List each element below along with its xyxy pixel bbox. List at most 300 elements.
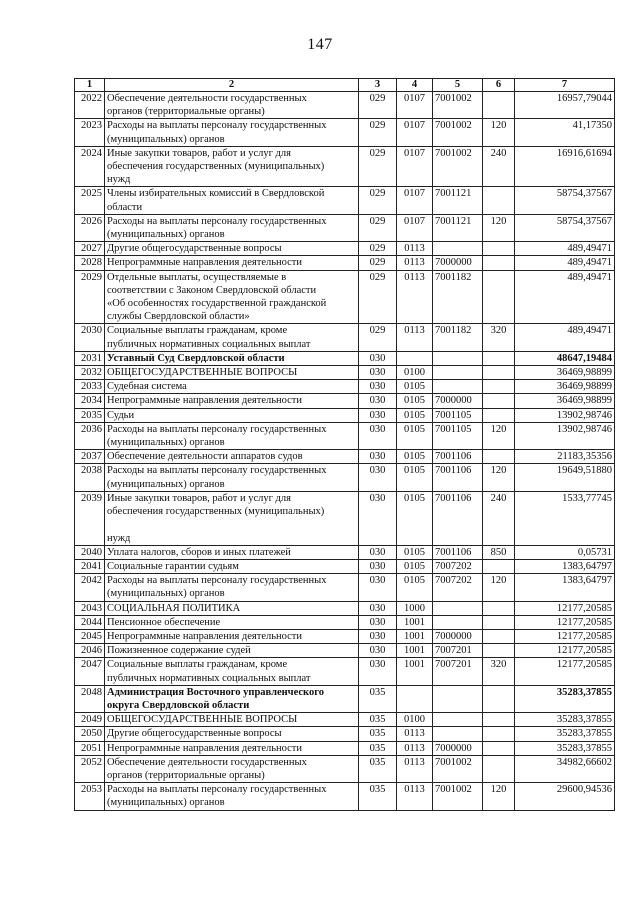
row-name (105, 755, 359, 782)
row-name-line: Непрограммные направления деятельности (107, 742, 303, 754)
row-number: 2051 (75, 741, 105, 755)
row-number: 2036 (75, 422, 105, 449)
row-target-code (433, 601, 483, 615)
row-expense-type (483, 713, 515, 727)
row-name-line: обеспечения государственных (муниципальных) (107, 161, 325, 173)
row-name-line: Администрация Восточного управленческого (107, 686, 324, 698)
row-target-code: 7001121 (433, 214, 483, 241)
row-admin-code: 035 (359, 755, 397, 782)
row-section-code: 0107 (397, 187, 433, 214)
row-name-line: Социальные выплаты гражданам, кроме (107, 659, 288, 671)
table-row (75, 146, 615, 187)
table-row (75, 256, 615, 270)
row-target-code: 7001106 (433, 545, 483, 559)
row-section-code: 1001 (397, 615, 433, 629)
row-name-line: Расходы на выплаты персоналу государственных (107, 423, 327, 435)
row-section-code: 0105 (397, 545, 433, 559)
row-amount: 489,49471 (515, 270, 615, 324)
row-admin-code: 035 (359, 727, 397, 741)
row-target-code: 7007202 (433, 559, 483, 573)
row-name-line: Иные закупки товаров, работ и услуг для (107, 492, 291, 504)
table-row (75, 629, 615, 643)
row-section-code: 0113 (397, 755, 433, 782)
row-expense-type (483, 270, 515, 324)
row-section-code: 0107 (397, 119, 433, 146)
table-row (75, 574, 615, 601)
row-amount: 12177,20585 (515, 615, 615, 629)
row-number: 2039 (75, 491, 105, 545)
row-expense-type (483, 351, 515, 365)
row-admin-code: 029 (359, 119, 397, 146)
table-row (75, 394, 615, 408)
row-section-code: 1001 (397, 629, 433, 643)
row-section-code: 0107 (397, 92, 433, 119)
row-amount: 35283,37855 (515, 685, 615, 712)
row-expense-type (483, 615, 515, 629)
row-admin-code: 029 (359, 92, 397, 119)
row-amount: 12177,20585 (515, 601, 615, 615)
row-section-code: 0113 (397, 256, 433, 270)
row-number: 2040 (75, 545, 105, 559)
row-name (105, 242, 359, 256)
row-expense-type (483, 685, 515, 712)
row-target-code: 7001002 (433, 783, 483, 810)
table-row (75, 713, 615, 727)
row-target-code (433, 366, 483, 380)
table-body (75, 92, 615, 811)
row-amount: 12177,20585 (515, 644, 615, 658)
row-section-code (397, 351, 433, 365)
row-target-code (433, 380, 483, 394)
row-expense-type (483, 256, 515, 270)
row-expense-type: 320 (483, 324, 515, 351)
header-row (75, 79, 615, 92)
row-target-code: 7001002 (433, 146, 483, 187)
row-name-line: (муниципальных) органов (107, 437, 225, 449)
row-section-code: 0105 (397, 574, 433, 601)
row-expense-type: 120 (483, 574, 515, 601)
row-number: 2045 (75, 629, 105, 643)
row-target-code (433, 685, 483, 712)
row-section-code: 0105 (397, 464, 433, 491)
row-name-line: Социальные выплаты гражданам, кроме (107, 325, 288, 337)
row-name (105, 629, 359, 643)
table-row (75, 351, 615, 365)
row-expense-type (483, 601, 515, 615)
row-admin-code: 029 (359, 324, 397, 351)
row-name-line: публичных нормативных социальных выплат (107, 672, 311, 684)
table-row (75, 408, 615, 422)
row-target-code: 7007202 (433, 574, 483, 601)
row-admin-code: 030 (359, 464, 397, 491)
row-name-line: Другие общегосударственные вопросы (107, 728, 282, 740)
row-target-code (433, 615, 483, 629)
row-name (105, 422, 359, 449)
row-admin-code: 029 (359, 256, 397, 270)
row-number: 2038 (75, 464, 105, 491)
row-admin-code: 030 (359, 394, 397, 408)
row-name-line: округа Свердловской области (107, 699, 250, 711)
row-amount: 12177,20585 (515, 658, 615, 685)
row-name-line: Судьи (107, 409, 135, 421)
row-section-code (397, 685, 433, 712)
row-name (105, 727, 359, 741)
row-name-line: Иные закупки товаров, работ и услуг для (107, 147, 291, 159)
row-admin-code: 030 (359, 574, 397, 601)
row-name (105, 644, 359, 658)
row-number: 2026 (75, 214, 105, 241)
row-name-line: Обеспечение деятельности государственных (107, 756, 307, 768)
row-name-line: области (107, 201, 143, 213)
row-name-line: Расходы на выплаты персоналу государственных (107, 784, 327, 796)
table-row (75, 366, 615, 380)
row-target-code (433, 351, 483, 365)
row-expense-type (483, 242, 515, 256)
row-admin-code: 029 (359, 270, 397, 324)
row-name (105, 559, 359, 573)
row-name-line: обеспечения государственных (муниципальных) (107, 506, 325, 518)
row-number: 2047 (75, 658, 105, 685)
table-row (75, 92, 615, 119)
row-admin-code: 030 (359, 545, 397, 559)
table-row (75, 270, 615, 324)
row-name (105, 783, 359, 810)
row-number: 2037 (75, 450, 105, 464)
row-expense-type (483, 408, 515, 422)
row-expense-type (483, 450, 515, 464)
row-name-line: Расходы на выплаты персоналу государственных (107, 575, 327, 587)
table-row (75, 464, 615, 491)
row-target-code: 7001002 (433, 755, 483, 782)
header-col-5: 5 (433, 79, 483, 92)
page-number: 147 (307, 36, 333, 53)
row-name-line: нужд (107, 174, 131, 186)
row-number: 2023 (75, 119, 105, 146)
table-row (75, 545, 615, 559)
table-row (75, 685, 615, 712)
row-name-line: Социальные гарантии судьям (107, 560, 239, 572)
row-section-code: 1000 (397, 601, 433, 615)
row-expense-type: 120 (483, 422, 515, 449)
table-row (75, 658, 615, 685)
row-number: 2044 (75, 615, 105, 629)
row-expense-type (483, 644, 515, 658)
row-name-line: Непрограммные направления деятельности (107, 257, 303, 269)
row-amount: 35283,37855 (515, 713, 615, 727)
row-amount: 58754,37567 (515, 214, 615, 241)
table-row (75, 559, 615, 573)
row-number: 2024 (75, 146, 105, 187)
row-section-code: 0105 (397, 394, 433, 408)
row-number: 2046 (75, 644, 105, 658)
row-name-line: публичных нормативных социальных выплат (107, 338, 311, 350)
table-row (75, 187, 615, 214)
row-amount: 16916,61694 (515, 146, 615, 187)
row-name (105, 214, 359, 241)
row-name (105, 92, 359, 119)
row-target-code (433, 727, 483, 741)
row-number: 2053 (75, 783, 105, 810)
row-name-line: Другие общегосударственные вопросы (107, 243, 282, 255)
row-expense-type (483, 755, 515, 782)
row-amount: 16957,79044 (515, 92, 615, 119)
row-section-code: 0113 (397, 270, 433, 324)
row-amount: 36469,98899 (515, 366, 615, 380)
row-name-line: Непрограммные направления деятельности (107, 395, 303, 407)
row-number: 2033 (75, 380, 105, 394)
row-amount: 35283,37855 (515, 727, 615, 741)
row-section-code: 0113 (397, 783, 433, 810)
row-name-line: Обеспечение деятельности государственных (107, 93, 307, 104)
row-target-code: 7007201 (433, 658, 483, 685)
row-name (105, 658, 359, 685)
row-target-code: 7001002 (433, 119, 483, 146)
row-number: 2052 (75, 755, 105, 782)
row-name (105, 545, 359, 559)
row-amount: 1533,77745 (515, 491, 615, 545)
row-expense-type: 120 (483, 119, 515, 146)
row-number: 2028 (75, 256, 105, 270)
row-target-code: 7001106 (433, 491, 483, 545)
row-expense-type (483, 92, 515, 119)
row-expense-type: 320 (483, 658, 515, 685)
row-name (105, 256, 359, 270)
row-name-line: Расходы на выплаты персоналу государственных (107, 215, 327, 227)
row-name-line: органов (территориальные органы) (107, 769, 265, 781)
row-name (105, 464, 359, 491)
table-row (75, 741, 615, 755)
row-number: 2050 (75, 727, 105, 741)
row-amount: 1383,64797 (515, 574, 615, 601)
row-number: 2025 (75, 187, 105, 214)
row-name (105, 394, 359, 408)
row-expense-type: 120 (483, 783, 515, 810)
row-amount: 35283,37855 (515, 741, 615, 755)
table-row (75, 324, 615, 351)
row-target-code: 7001106 (433, 450, 483, 464)
row-name (105, 366, 359, 380)
row-section-code: 0100 (397, 366, 433, 380)
row-name (105, 408, 359, 422)
row-admin-code: 030 (359, 422, 397, 449)
row-name (105, 713, 359, 727)
table-row (75, 615, 615, 629)
row-target-code: 7001182 (433, 324, 483, 351)
row-number: 2022 (75, 92, 105, 119)
row-target-code: 7001105 (433, 408, 483, 422)
row-name (105, 380, 359, 394)
row-expense-type (483, 559, 515, 573)
row-target-code: 7001105 (433, 422, 483, 449)
table-row (75, 491, 615, 545)
table-row (75, 783, 615, 810)
row-target-code: 7001182 (433, 270, 483, 324)
row-amount: 36469,98899 (515, 394, 615, 408)
row-expense-type: 240 (483, 146, 515, 187)
row-section-code: 1001 (397, 658, 433, 685)
row-amount: 13902,98746 (515, 408, 615, 422)
row-amount: 41,17350 (515, 119, 615, 146)
row-name-line: Уплата налогов, сборов и иных платежей (107, 546, 291, 558)
row-expense-type: 850 (483, 545, 515, 559)
row-amount: 1383,64797 (515, 559, 615, 573)
row-expense-type (483, 741, 515, 755)
row-name-line: Обеспечение деятельности аппаратов судов (107, 451, 303, 463)
row-number: 2032 (75, 366, 105, 380)
row-name-line: Непрограммные направления деятельности (107, 630, 303, 642)
row-name-line: органов (территориальные органы) (107, 106, 265, 118)
row-amount: 34982,66602 (515, 755, 615, 782)
row-number: 2035 (75, 408, 105, 422)
row-target-code (433, 242, 483, 256)
row-name-line: Пожизненное содержание судей (107, 645, 251, 657)
row-name-line: (муниципальных) органов (107, 588, 225, 600)
row-amount: 0,05731 (515, 545, 615, 559)
row-name (105, 450, 359, 464)
row-amount: 13902,98746 (515, 422, 615, 449)
row-section-code: 0105 (397, 408, 433, 422)
row-name (105, 187, 359, 214)
row-name-line: «Об особенностях государственной гражданской (107, 298, 327, 310)
row-admin-code: 029 (359, 214, 397, 241)
table-row (75, 755, 615, 782)
row-expense-type (483, 366, 515, 380)
row-amount: 489,49471 (515, 324, 615, 351)
row-admin-code: 030 (359, 658, 397, 685)
row-admin-code: 030 (359, 629, 397, 643)
row-name-line: (муниципальных) органов (107, 133, 225, 145)
row-admin-code: 035 (359, 685, 397, 712)
row-amount: 12177,20585 (515, 629, 615, 643)
row-name-line: службы Свердловской области» (107, 311, 250, 323)
row-name-line: (муниципальных) органов (107, 797, 225, 809)
row-section-code: 0113 (397, 324, 433, 351)
row-amount: 29600,94536 (515, 783, 615, 810)
row-admin-code: 030 (359, 615, 397, 629)
row-section-code: 0113 (397, 741, 433, 755)
row-name-line: Члены избирательных комиссий в Свердловской (107, 188, 325, 200)
row-name (105, 270, 359, 324)
row-admin-code: 029 (359, 242, 397, 256)
row-expense-type (483, 394, 515, 408)
row-admin-code: 035 (359, 713, 397, 727)
row-number: 2030 (75, 324, 105, 351)
row-section-code: 0100 (397, 713, 433, 727)
row-number: 2041 (75, 559, 105, 573)
row-number: 2048 (75, 685, 105, 712)
row-section-code: 0105 (397, 559, 433, 573)
row-admin-code: 029 (359, 146, 397, 187)
row-target-code: 7000000 (433, 629, 483, 643)
row-amount: 48647,19484 (515, 351, 615, 365)
row-name (105, 574, 359, 601)
row-amount: 489,49471 (515, 242, 615, 256)
row-name-line: соответствии с Законом Свердловской области (107, 284, 317, 296)
table-row (75, 422, 615, 449)
row-expense-type: 240 (483, 491, 515, 545)
row-expense-type (483, 629, 515, 643)
row-number: 2042 (75, 574, 105, 601)
row-name (105, 615, 359, 629)
row-target-code: 7007201 (433, 644, 483, 658)
row-name (105, 491, 359, 545)
row-section-code: 1001 (397, 644, 433, 658)
row-amount: 58754,37567 (515, 187, 615, 214)
row-name (105, 741, 359, 755)
row-target-code: 7001121 (433, 187, 483, 214)
row-number: 2031 (75, 351, 105, 365)
row-number: 2027 (75, 242, 105, 256)
table-row (75, 214, 615, 241)
table-row (75, 727, 615, 741)
row-admin-code: 035 (359, 783, 397, 810)
row-section-code: 0107 (397, 146, 433, 187)
row-target-code: 7000000 (433, 394, 483, 408)
row-name-line: Пенсионное обеспечение (107, 616, 221, 628)
row-section-code: 0105 (397, 422, 433, 449)
row-admin-code: 030 (359, 450, 397, 464)
row-admin-code: 030 (359, 644, 397, 658)
row-admin-code: 030 (359, 601, 397, 615)
header-col-1: 1 (75, 79, 105, 92)
row-section-code: 0113 (397, 242, 433, 256)
row-section-code: 0113 (397, 727, 433, 741)
header-col-4: 4 (397, 79, 433, 92)
row-name (105, 685, 359, 712)
table-row (75, 380, 615, 394)
row-amount: 489,49471 (515, 256, 615, 270)
row-target-code: 7001002 (433, 92, 483, 119)
row-admin-code: 030 (359, 559, 397, 573)
row-admin-code: 030 (359, 408, 397, 422)
budget-table (74, 78, 615, 811)
row-name-line: Уставный Суд Свердловской области (107, 352, 285, 364)
row-name-line: (муниципальных) органов (107, 478, 225, 490)
row-expense-type (483, 380, 515, 394)
row-expense-type (483, 187, 515, 214)
row-name-line: Отдельные выплаты, осуществляемые в (107, 271, 287, 283)
row-target-code: 7000000 (433, 741, 483, 755)
row-name-line: Расходы на выплаты персоналу государственных (107, 465, 327, 477)
row-name-line: СОЦИАЛЬНАЯ ПОЛИТИКА (107, 602, 241, 614)
table-row (75, 450, 615, 464)
row-expense-type: 120 (483, 464, 515, 491)
row-admin-code: 030 (359, 366, 397, 380)
row-section-code: 0105 (397, 450, 433, 464)
row-name-line: ОБЩЕГОСУДАРСТВЕННЫЕ ВОПРОСЫ (107, 367, 298, 379)
row-number: 2034 (75, 394, 105, 408)
table-row (75, 242, 615, 256)
row-amount: 21183,35356 (515, 450, 615, 464)
row-section-code: 0105 (397, 380, 433, 394)
row-name-line: (муниципальных) органов (107, 229, 225, 241)
table-row (75, 119, 615, 146)
row-name (105, 324, 359, 351)
row-admin-code: 029 (359, 187, 397, 214)
row-amount: 19649,51880 (515, 464, 615, 491)
row-expense-type (483, 727, 515, 741)
row-name (105, 146, 359, 187)
row-admin-code: 030 (359, 380, 397, 394)
row-admin-code: 030 (359, 351, 397, 365)
row-number: 2043 (75, 601, 105, 615)
header-col-7: 7 (515, 79, 615, 92)
header-col-2: 2 (105, 79, 359, 92)
row-section-code: 0107 (397, 214, 433, 241)
row-admin-code: 030 (359, 491, 397, 545)
row-number: 2029 (75, 270, 105, 324)
header-col-6: 6 (483, 79, 515, 92)
